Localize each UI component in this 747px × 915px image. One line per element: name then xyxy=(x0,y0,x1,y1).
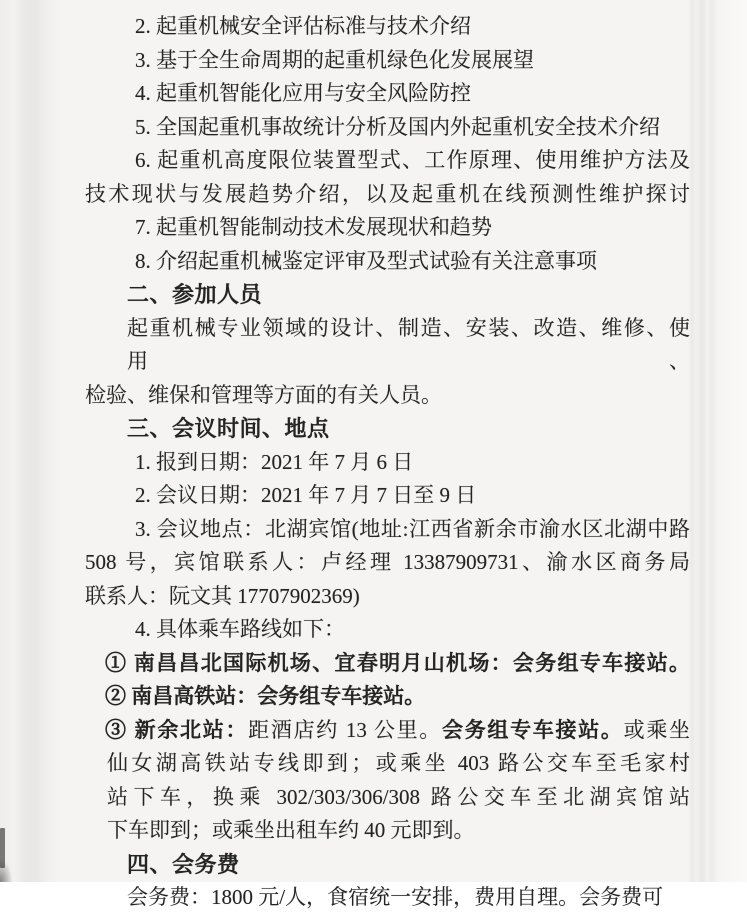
text-line xyxy=(85,714,690,748)
text-span: 距酒店约 13 公里。 xyxy=(248,717,442,742)
text-line: 会务费：1800 元/人，食宿统一安排，费用自理。会务费可 xyxy=(127,885,664,909)
text-line: 下车即到；或乘坐出租车约 40 元即到。 xyxy=(107,818,475,842)
text-line: 4. 具体乘车路线如下： xyxy=(135,617,345,641)
text-line: 2. 起重机械安全评估标准与技术介绍 xyxy=(135,14,471,38)
section-heading: 三、会议时间、地点 xyxy=(127,416,330,441)
text-span: ③ xyxy=(105,717,135,742)
text-line: 8. 介绍起重机械鉴定评审及型式试验有关注意事项 xyxy=(135,248,597,273)
document-body xyxy=(85,10,690,915)
text-line: 仙女湖高铁站专线即到；或乘坐 403 路公交车至毛家村 xyxy=(107,751,690,775)
text-span: 新余北站： xyxy=(134,717,249,742)
text-line: 3. 会议地点：北湖宾馆(地址:江西省新余市渝水区北湖中路 xyxy=(135,516,690,541)
text-span: 会务组专车接站。 xyxy=(442,717,624,742)
text-line: 5. 全国起重机事故统计分析及国内外起重机安全技术介绍 xyxy=(135,114,660,139)
text-line: 1. 报到日期：2021 年 7 月 6 日 xyxy=(135,449,414,474)
text-line: 起重机械专业领域的设计、制造、安装、改造、维修、使用、 xyxy=(127,315,690,373)
section-heading: 四、会务费 xyxy=(127,851,240,877)
scan-artifact-corner-blob xyxy=(0,860,12,882)
text-line: 6. 起重机高度限位装置型式、工作原理、使用维护方法及 xyxy=(135,148,690,172)
text-line: 站下车，换乘 302/303/306/308 路公交车至北湖宾馆站 xyxy=(107,784,690,809)
text-line: ① 南昌昌北国际机场、宜春明月山机场：会务组专车接站。 xyxy=(105,650,690,675)
text-line: 7. 起重机智能制动技术发展现状和趋势 xyxy=(135,215,492,239)
section-heading: 二、参加人员 xyxy=(127,282,263,307)
text-line: 4. 起重机智能化应用与安全风险防控 xyxy=(135,81,471,105)
text-line: 3. 基于全生命周期的起重机绿色化发展展望 xyxy=(135,47,534,72)
text-line: 2. 会议日期：2021 年 7 月 7 日至 9 日 xyxy=(135,483,477,507)
text-span: 或乘坐 xyxy=(623,717,691,742)
text-line: ② 南昌高铁站：会务组专车接站。 xyxy=(105,684,426,708)
text-line: 联系人：阮文其 17707902369) xyxy=(85,583,360,608)
text-line: 508 号，宾馆联系人：卢经理 13387909731、渝水区商务局 xyxy=(85,550,690,574)
text-line: 技术现状与发展趋势介绍，以及起重机在线预测性维护探讨 xyxy=(85,181,690,206)
text-line: 检验、维保和管理等方面的有关人员。 xyxy=(85,382,442,407)
